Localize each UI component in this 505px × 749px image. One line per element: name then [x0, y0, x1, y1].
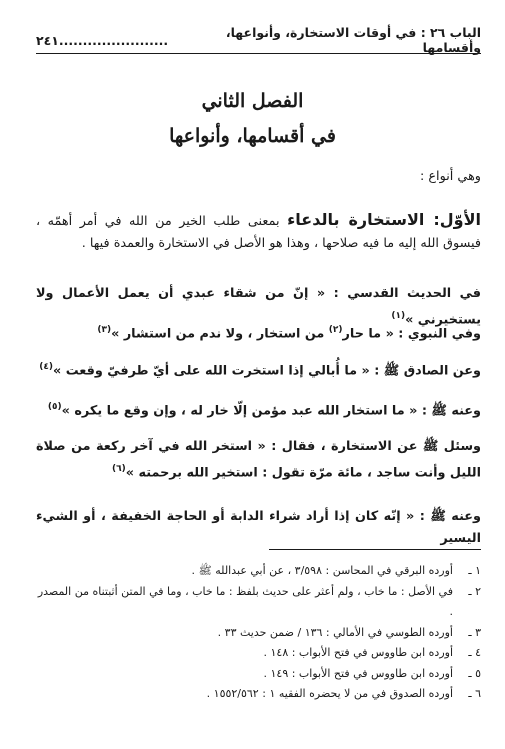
footnote-number: ٤ ـ — [468, 646, 481, 659]
paragraph-3-text-b: من استخار ، ولا ندم من استشار » — [111, 326, 329, 342]
header-rule — [36, 53, 481, 54]
footnote-ref-5: (٥) — [47, 402, 62, 412]
footnote-ref-2: (٢) — [328, 325, 343, 335]
footnote-text: أورده ابن طاووس في فتح الأبواب : ١٤٩ . — [263, 666, 453, 680]
paragraph-5-text: « ما استخار الله عبد مؤمن إلّا خار له ، وإن وقع ما يكره » — [61, 403, 422, 419]
footnote-text: أورده البرقي في المحاسن : ٣/٥٩٨ ، عن أبي عبدالله ﷺ . — [191, 564, 453, 577]
paragraph-1 — [36, 209, 481, 255]
paragraph-4-lead: وعن الصادق — [403, 363, 481, 379]
footnote-ref-6: (٦) — [112, 464, 126, 474]
page-number: ٢٤١ — [36, 32, 59, 48]
paragraph-7-lead: وعنه ﷺ : — [419, 509, 481, 524]
section-subtitle: في أقسامها، وأنواعها — [169, 125, 336, 147]
paragraph-1-text: بمعنى طلب الخير من الله في أمر أهمّه ، فيسوق الله إليه ما فيه صلاحها ، وهذا هو الأصل في الاستخارة والعمدة فيها . — [36, 214, 481, 251]
footnote — [36, 684, 481, 705]
paragraph-7 — [36, 506, 481, 550]
footnote-ref-4: (٤) — [39, 362, 53, 372]
paragraph-7-text: « إنّه كان إذا أراد شراء الدابة أو الحاجة الخفيفة ، أو الشيء اليسير — [36, 509, 481, 546]
running-header — [36, 25, 481, 55]
footnote-text: أورده الطوسي في الأمالي : ١٣٦ / ضمن حديث ٣٣ . — [217, 625, 453, 639]
paragraph-2-text: في الحديث القدسي : « إنّ من شقاء عبدي أن يعمل الأعمال ولا يستخيرني » — [36, 286, 481, 328]
paragraph-6 — [36, 436, 481, 484]
footnote-number: ٦ ـ — [468, 687, 481, 700]
intro-line — [36, 166, 481, 188]
paragraph-4-text: ﷺ : « ما أُبالي إذا استخرت الله على أيّ طرفيّ وقعت » — [52, 363, 404, 379]
paragraph-4 — [36, 356, 481, 382]
footnote — [36, 561, 481, 582]
footnote-ref-3: (٣) — [97, 325, 112, 335]
paragraph-6-text: وسئل ﷺ عن الاستخارة ، فقال : « استخر الله في آخر ركعة من صلاة الليل وأنت ساجد ، مائة مرّة تقول : استخير الله برحمته » — [36, 439, 481, 481]
footnotes — [36, 561, 481, 705]
paragraph-1-lead: الأوّل: الاستخارة بالدعاء — [287, 210, 481, 229]
footnote — [36, 582, 481, 623]
paragraph-3-text-a: وفي النبوي : « ما حار — [342, 326, 481, 342]
intro-text: وهي أنواع : — [420, 169, 481, 184]
footnote-number: ٣ ـ — [468, 625, 481, 639]
paragraph-5-lead: وعنه ﷺ : — [421, 403, 481, 419]
footnote-text: أورده الصدوق في من لا يحضره الفقيه ١ : ١٥٥٢/٥٦٢ . — [206, 687, 453, 700]
footnote-number: ١ ـ — [468, 564, 481, 577]
footnote-rule — [269, 549, 481, 550]
footnote — [36, 643, 481, 664]
paragraph-5 — [36, 396, 481, 422]
section-title: الفصل الثاني — [201, 90, 304, 112]
footnote — [36, 664, 481, 685]
paragraph-3 — [36, 319, 481, 345]
footnote-number: ٥ ـ — [468, 666, 481, 680]
running-title: الباب ٢٦ : في أوقات الاستخارة، وأنواعها، وأقسامها — [225, 25, 481, 55]
header-dots: ....................... — [58, 32, 169, 48]
footnote — [36, 623, 481, 644]
footnote-number: ٢ ـ — [468, 584, 481, 598]
footnote-text: أورده ابن طاووس في فتح الأبواب : ١٤٨ . — [263, 646, 453, 659]
footnote-ref-1: (١) — [391, 311, 406, 321]
footnote-text: في الأصل : ما خاب ، ولم أعثر على حديث بلفظ : ما خاب ، وما في المتن أثبتناه من المصدر . — [37, 584, 453, 618]
